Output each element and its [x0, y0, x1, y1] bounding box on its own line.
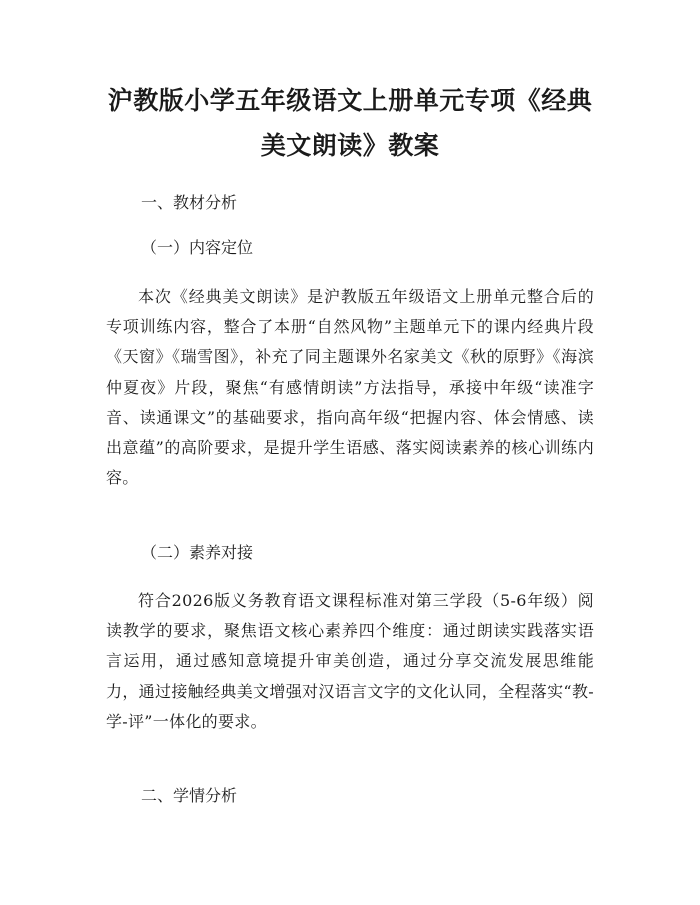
section-heading-learner-analysis: 二、学情分析 — [141, 786, 238, 805]
paragraph-literacy-alignment: 符合2026版义务教育语文课程标准对第三学段（5-6年级）阅读教学的要求，聚焦语文核心素养四个维度：通过朗读实践落实语言运用，通过感知意境提升审美创造，通过分享交流发展思维能力，通过接触经典美文增强对汉语言文字的文化认同，全程落实“教-学-评”一体化的要求。 — [106, 591, 594, 731]
subheading-content-positioning: （一）内容定位 — [141, 238, 254, 257]
section-heading-textbook-analysis: 一、教材分析 — [141, 193, 238, 212]
document-title-line-2: 美文朗读》教案 — [260, 131, 440, 160]
paragraph-content-positioning: 本次《经典美文朗读》是沪教版五年级语文上册单元整合后的专项训练内容，整合了本册“自然风物”主题单元下的课内经典片段《天窗》《瑞雪图》，补充了同主题课外名家美文《秋的原野》《海滨仲夏夜》片段，聚焦“有感情朗读”方法指导，承接中年级“读准字音、读通课文”的基础要求，指向高年级“把握内容、体会情感、读出意蕴”的高阶要求，是提升学生语感、落实阅读素养的核心训练内容。 — [106, 287, 594, 488]
subheading-literacy-alignment: （二）素养对接 — [141, 543, 254, 562]
document-title-line-1: 沪教版小学五年级语文上册单元专项《经典 — [107, 86, 593, 115]
